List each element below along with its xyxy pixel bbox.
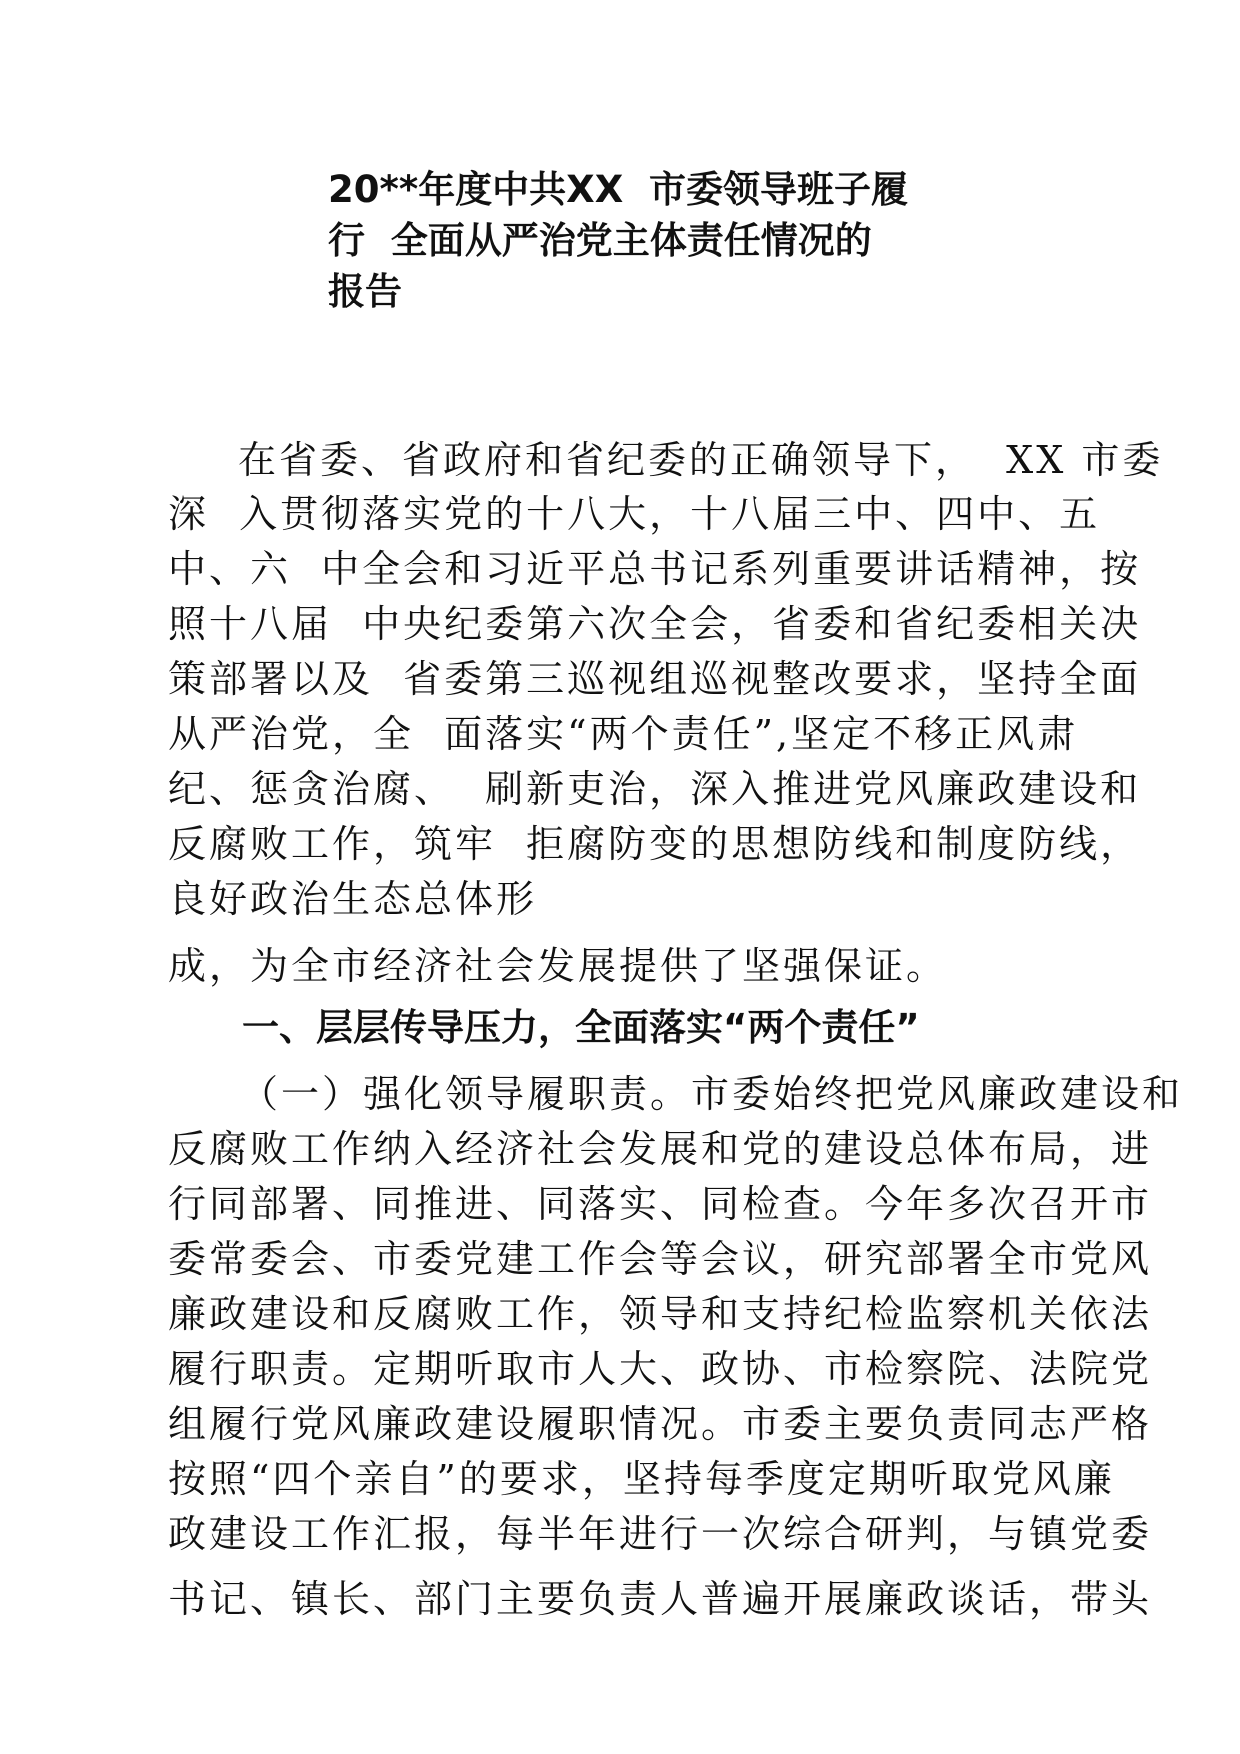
- intro-line-1: 在省委、省政府和省纪委的正确领导下， XX 市委: [238, 438, 1164, 482]
- intro-line-6: 从严治党，全 面落实“两个责任”,坚定不移正风肃: [168, 712, 1079, 756]
- section1-line-1: （一）强化领导履职责。市委始终把党风廉政建设和: [240, 1072, 1184, 1116]
- section1-line-7: 组履行党风廉政建设履职情况。市委主要负责同志严格: [168, 1402, 1153, 1446]
- intro-line-4: 照十八届 中央纪委第六次全会，省委和省纪委相关决: [168, 602, 1142, 646]
- section1-line-10: 书记、镇长、部门主要负责人普遍开展廉政谈话，带头: [168, 1577, 1153, 1621]
- document-title: [328, 164, 948, 317]
- section1-line-8: 按照“四个亲自”的要求，坚持每季度定期听取党风廉: [168, 1457, 1115, 1501]
- intro-line-3: 中、六 中全会和习近平总书记系列重要讲话精神，按: [168, 547, 1142, 591]
- intro-line-8: 反腐败工作，筑牢 拒腐防变的思想防线和制度防线，: [168, 822, 1142, 866]
- title-line-2: 行 全面从严治党主体责任情况的: [328, 219, 872, 262]
- section1-line-3: 行同部署、同推进、同落实、同检查。今年多次召开市: [168, 1182, 1153, 1226]
- section1-line-5: 廉政建设和反腐败工作，领导和支持纪检监察机关依法: [168, 1292, 1153, 1336]
- title-line-3: 报告: [328, 270, 402, 313]
- intro-line-10: 成，为全市经济社会发展提供了坚强保证。: [168, 944, 948, 988]
- intro-line-9: 良好政治生态总体形: [168, 877, 538, 921]
- intro-line-7: 纪、惩贪治腐、 刷新吏治，深入推进党风廉政建设和: [168, 767, 1142, 811]
- section1-line-4: 委常委会、市委党建工作会等会议，研究部署全市党风: [168, 1237, 1153, 1281]
- section1-line-6: 履行职责。定期听取市人大、政协、市检察院、法院党: [168, 1347, 1153, 1391]
- intro-line-2: 深 入贯彻落实党的十八大，十八届三中、四中、五: [168, 492, 1101, 536]
- section1-line-9: 政建设工作汇报，每半年进行一次综合研判，与镇党委: [168, 1512, 1153, 1556]
- section-heading-1: 一、层层传导压力，全面落实“两个责任”: [242, 1006, 920, 1049]
- section1-line-2: 反腐败工作纳入经济社会发展和党的建设总体布局，进: [168, 1127, 1153, 1171]
- intro-line-5: 策部署以及 省委第三巡视组巡视整改要求，坚持全面: [168, 657, 1142, 701]
- title-line-1: 20**年度中共XX 市委领导班子履: [328, 168, 909, 211]
